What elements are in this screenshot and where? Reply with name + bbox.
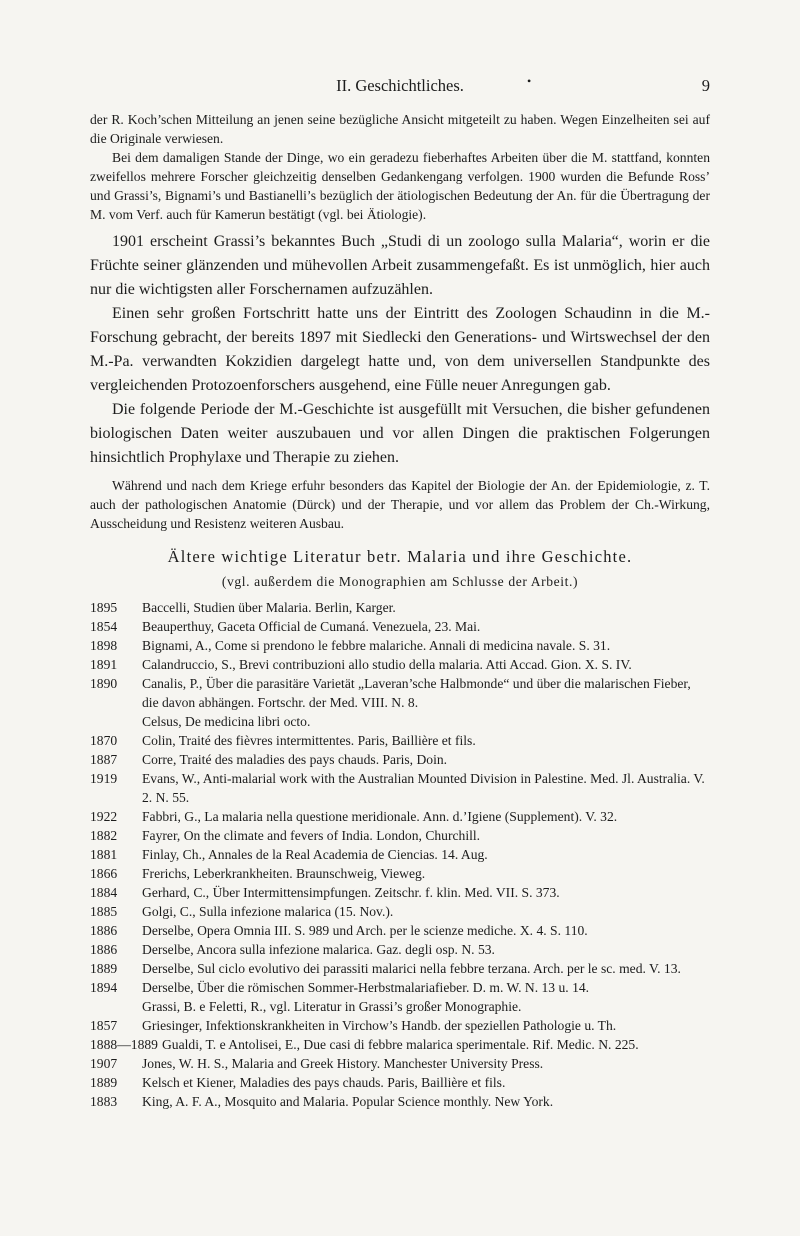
reference-year: 1883 [90,1094,118,1109]
reference-entry [90,921,710,940]
reference-text: Grassi, B. e Feletti, R., vgl. Literatur in Grassi’s großer Monographie. [142,999,522,1014]
paragraph-1: der R. Koch’schen Mitteilung an jenen seine bezügliche Ansicht mitgeteilt zu haben. Wegen Einzelheiten sei auf die Originale verwiesen. [90,112,710,146]
reference-entry [90,598,710,617]
reference-entry [90,769,710,807]
reference-text: Kelsch et Kiener, Maladies des pays chauds. Paris, Baillière et fils. [142,1075,506,1090]
reference-year: 1888—1889 [90,1037,158,1052]
reference-text: Calandruccio, S., Brevi contribuzioni allo studio della malaria. Atti Accad. Gion. X. S. IV. [142,657,632,672]
paragraph-4: Einen sehr großen Fortschritt hatte uns der Eintritt des Zoologen Schaudinn in die M.-Forschung gebracht, der bereits 1897 mit Siedlecki den Generations- und Wirtswechsel der den M.-Pa. verwandten Kokzidien dargelegt hatte und, von dem universellen Standpunkte des vergleichenden Protozoenforschers ausgehend, eine Fülle neuer Anregungen gab. [90,305,710,394]
reference-entry [90,1092,710,1111]
reference-text: Evans, W., Anti-malarial work with the Australian Mounted Division in Palestine. Med. Jl. Australia. V. 2. N. 55. [142,771,705,805]
reference-year: 1919 [90,771,118,786]
reference-entry [90,636,710,655]
reference-entry [90,712,710,731]
chapter-title: II. Geschichtliches. [336,76,464,95]
reference-text: Derselbe, Opera Omnia III. S. 989 und Arch. per le scienze mediche. X. 4. S. 110. [142,923,588,938]
paragraph-6: Während und nach dem Kriege erfuhr besonders das Kapitel der Biologie der An. der Epidemiologie, z. T. auch der pathologischen Anatomie (Dürck) und der Therapie, und vor allem das Problem der Ch.-Wirkung, Ausscheidung und Resistenz weiteren Ausbau. [90,478,710,531]
reference-year: 1886 [90,923,118,938]
reference-year: 1870 [90,733,118,748]
reference-text: Corre, Traité des maladies des pays chauds. Paris, Doin. [142,752,448,767]
reference-text: Jones, W. H. S., Malaria and Greek History. Manchester University Press. [142,1056,544,1071]
header-mark: • [527,74,532,88]
reference-text: Baccelli, Studien über Malaria. Berlin, Karger. [142,600,396,615]
reference-text: Beauperthuy, Gaceta Official de Cumaná. Venezuela, 23. Mai. [142,619,481,634]
reference-year: 1895 [90,600,118,615]
reference-entry [90,978,710,997]
section-subheading: (vgl. außerdem die Monographien am Schlusse der Arbeit.) [221,574,579,589]
reference-entry [90,940,710,959]
reference-text: King, A. F. A., Mosquito and Malaria. Popular Science monthly. New York. [142,1094,554,1109]
reference-year: 1884 [90,885,118,900]
reference-entry [90,883,710,902]
reference-entry [90,750,710,769]
reference-year: 1891 [90,657,118,672]
reference-year: 1887 [90,752,118,767]
reference-year: 1881 [90,847,118,862]
reference-text: Fayrer, On the climate and fevers of India. London, Churchill. [142,828,481,843]
paragraph-2: Bei dem damaligen Stande der Dinge, wo ein geradezu fieberhaftes Arbeiten über die M. stattfand, konnten zweifellos mehrere Forscher gleichzeitig denselben Gedankengang verfolgen. 1900 wurden die Befunde Ross’ und Grassi’s, Bignami’s und Bastianelli’s bezüglich der ätiologischen Bedeutung der An. für die Übertragung der M. vom Verf. auch für Kamerun bestätigt (vgl. bei Ätiologie). [90,150,710,222]
reference-year: 1882 [90,828,118,843]
reference-entry [90,826,710,845]
reference-entry [90,1054,710,1073]
reference-text: Golgi, C., Sulla infezione malarica (15. Nov.). [142,904,394,919]
reference-year: 1898 [90,638,118,653]
reference-list [90,598,710,1111]
reference-entry [90,997,710,1016]
reference-year: 1889 [90,1075,118,1090]
reference-year: 1854 [90,619,118,634]
reference-entry [90,845,710,864]
running-header [90,76,710,98]
reference-text: Celsus, De medicina libri octo. [142,714,311,729]
reference-year: 1866 [90,866,118,881]
reference-text: Derselbe, Über die römischen Sommer-Herbstmalariafieber. D. m. W. N. 13 u. 14. [142,980,590,995]
reference-entry [90,731,710,750]
reference-text: Derselbe, Ancora sulla infezione malarica. Gaz. degli osp. N. 53. [142,942,495,957]
reference-text: Fabbri, G., La malaria nella questione meridionale. Ann. d.’Igiene (Supplement). V. 32. [142,809,618,824]
reference-text: Colin, Traité des fièvres intermittentes. Paris, Baillière et fils. [142,733,476,748]
reference-year: 1885 [90,904,118,919]
reference-text: Finlay, Ch., Annales de la Real Academia de Ciencias. 14. Aug. [142,847,488,862]
reference-year: 1857 [90,1018,118,1033]
reference-text: Gualdi, T. e Antolisei, E., Due casi di febbre malarica sperimentale. Rif. Medic. N. 225. [161,1037,639,1052]
reference-text: Gerhard, C., Über Intermittensimpfungen. Zeitschr. f. klin. Med. VII. S. 373. [142,885,560,900]
reference-entry [90,1035,710,1054]
reference-year: 1894 [90,980,118,995]
section-heading: Ältere wichtige Literatur betr. Malaria und ihre Geschichte. [167,547,633,566]
page-body [90,110,710,1111]
reference-entry [90,807,710,826]
reference-entry [90,864,710,883]
paragraph-5: Die folgende Periode der M.-Geschichte ist ausgefüllt mit Versuchen, die bisher gefundenen biologischen Daten weiter auszubauen und vor allen Dingen die praktischen Folgerungen hinsichtlich Prophylaxe und Therapie zu ziehen. [90,401,710,466]
reference-entry [90,674,710,712]
reference-year: 1922 [90,809,118,824]
reference-year: 1907 [90,1056,118,1071]
reference-entry [90,902,710,921]
reference-entry [90,655,710,674]
reference-entry [90,959,710,978]
reference-year: 1886 [90,942,118,957]
reference-entry [90,617,710,636]
reference-entry [90,1073,710,1092]
reference-entry [90,1016,710,1035]
page-number: 9 [701,76,710,95]
reference-year: 1890 [90,676,118,691]
reference-text: Griesinger, Infektionskrankheiten in Virchow’s Handb. der speziellen Pathologie u. Th. [142,1018,617,1033]
reference-text: Bignami, A., Come si prendono le febbre malariche. Annali di medicina navale. S. 31. [142,638,611,653]
reference-year: 1889 [90,961,118,976]
reference-text: Frerichs, Leberkrankheiten. Braunschweig, Vieweg. [142,866,426,881]
reference-text: Derselbe, Sul ciclo evolutivo dei parassiti malarici nella febbre terzana. Arch. per le sc. med. V. 13. [142,961,681,976]
reference-text: Canalis, P., Über die parasitäre Varietät „Laveran’sche Halbmonde“ und über die malarischen Fieber, die davon abhängen. Fortschr. der Med. VIII. N. 8. [142,676,691,710]
paragraph-3: 1901 erscheint Grassi’s bekanntes Buch „Studi di un zoologo sulla Malaria“, worin er die Früchte seiner glänzenden und mühevollen Arbeit zusammengefaßt. Es ist unmöglich, hier auch nur die wichtigsten aller Forschernamen aufzuzählen. [90,233,710,298]
